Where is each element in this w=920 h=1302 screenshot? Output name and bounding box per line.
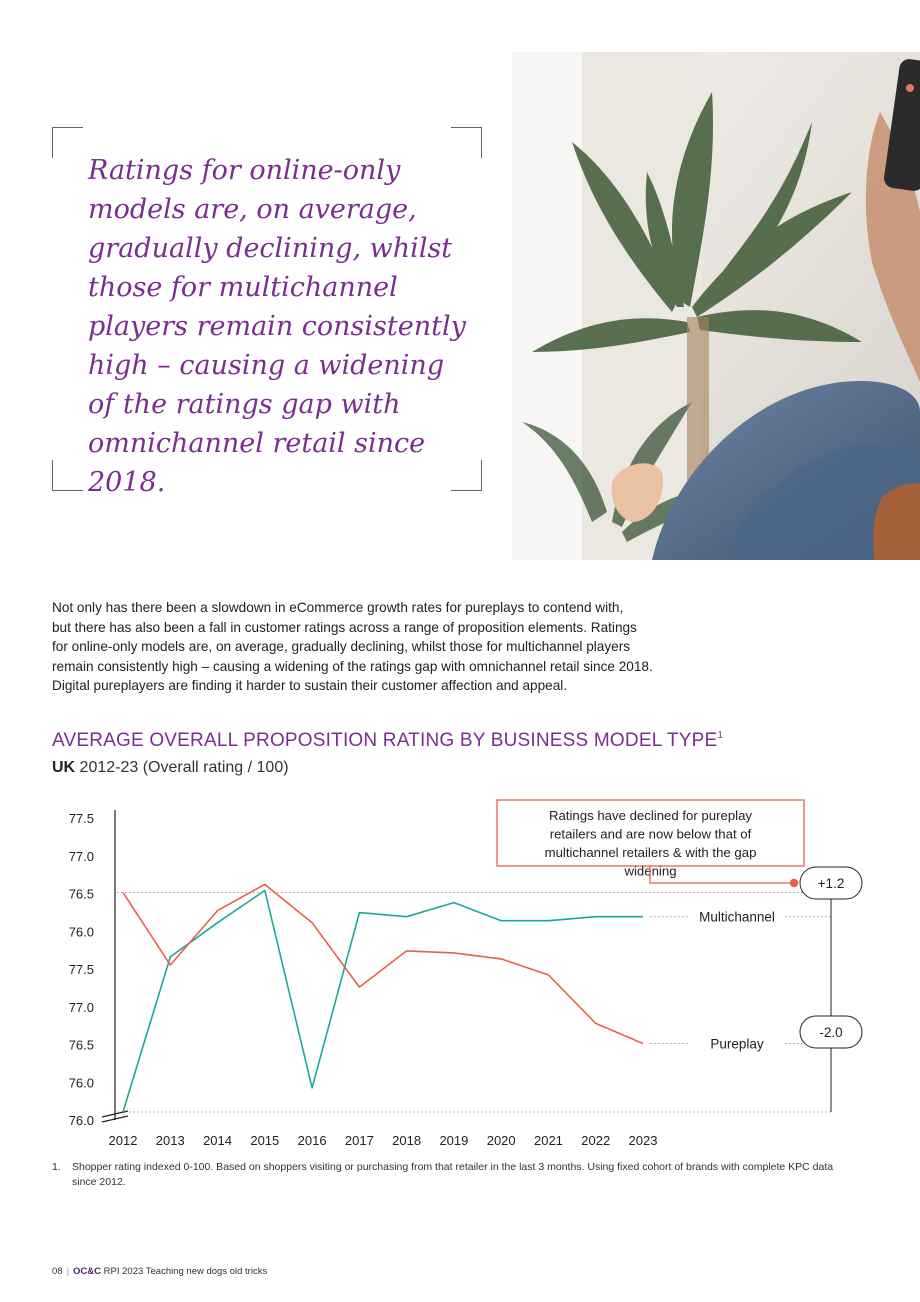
hero-photo	[512, 52, 920, 560]
quote-line: of the ratings gap with	[88, 389, 401, 420]
footnote-text: Shopper rating indexed 0-100. Based on shoppers visiting or purchasing from that retailer in the last 3 months. Using fixed cohort of brands with complete KPC data since 2012.	[72, 1161, 834, 1188]
body-line: but there has also been a fall in customer ratings across a range of proposition elements. Ratings	[52, 619, 637, 635]
chart-subtitle	[52, 759, 289, 777]
page-number: 08	[52, 1266, 63, 1277]
quote-line: models are, on average,	[88, 194, 417, 225]
y-tick-label: 76.5	[68, 1037, 94, 1053]
y-tick-label: 76.0	[68, 924, 94, 940]
body-line: for online-only models are, on average, gradually declining, whilst those for multichannel players	[52, 639, 631, 654]
footer-separator: |	[66, 1266, 70, 1277]
body-line: Not only has there been a slowdown in eCommerce growth rates for pureplays to contend with,	[52, 600, 624, 615]
series-lines	[123, 884, 775, 1112]
quote-bracket-top-left	[52, 127, 83, 158]
callout-text-line: Ratings have declined for pureplay	[548, 808, 753, 823]
quote-line: Ratings for online-only	[88, 155, 401, 186]
x-tick-label: 2014	[203, 1133, 233, 1148]
gap-value-label: +1.2	[817, 876, 845, 891]
x-tick-label: 2013	[155, 1133, 185, 1148]
chart-annotations	[497, 800, 862, 1112]
quote-line: those for multichannel	[88, 272, 398, 303]
chart-title-footnote-mark: 1	[717, 730, 724, 741]
x-tick-label: 2017	[344, 1133, 374, 1148]
footer-brand: OC&C	[73, 1266, 102, 1277]
y-tick-label: 77.0	[68, 848, 94, 864]
y-tick-label: 77.5	[68, 962, 94, 977]
quote-line: players remain consistently	[88, 311, 466, 342]
footnote-number: 1.	[52, 1161, 61, 1173]
series-label-multichannel: Multichannel	[699, 909, 775, 925]
quote-line: high – causing a widening	[88, 350, 445, 381]
x-tick-label: 2023	[628, 1133, 658, 1148]
x-tick-label: 2016	[297, 1133, 327, 1148]
series-line-multichannel	[123, 891, 643, 1112]
callout-text-line: retailers and are now below that of	[549, 826, 752, 842]
callout-text-line: widening	[624, 863, 677, 879]
gap-value-label: -2.0	[819, 1025, 843, 1040]
callout-text-line: multichannel retailers & with the gap	[544, 845, 757, 860]
x-tick-label: 2020	[486, 1133, 516, 1148]
chart-subtitle-text: 2012-23 (Overall rating / 100)	[75, 759, 289, 776]
y-tick-label: 77.0	[68, 999, 94, 1015]
x-tick-label: 2015	[250, 1133, 280, 1148]
x-tick-label: 2019	[439, 1133, 469, 1148]
body-line: Digital pureplayers are finding it harder to sustain their customer affection and appeal.	[52, 678, 568, 693]
pull-quote	[52, 127, 482, 498]
y-tick-label: 76.0	[68, 1113, 94, 1128]
photo-illustration	[512, 52, 920, 560]
x-tick-label: 2018	[392, 1133, 422, 1148]
callout-connector-dot	[790, 879, 798, 887]
quote-bracket-bottom-left	[52, 460, 83, 491]
quote-text	[88, 151, 468, 502]
footer-text: RPI 2023 Teaching new dogs old tricks	[103, 1266, 268, 1277]
series-line-pureplay	[123, 884, 643, 1043]
y-tick-label: 76.0	[68, 1075, 94, 1091]
line-chart	[40, 790, 880, 1155]
quote-line: gradually declining, whilst	[88, 233, 453, 264]
footnote	[52, 1160, 852, 1190]
x-tick-label: 2021	[533, 1133, 563, 1148]
reference-lines	[117, 892, 830, 1111]
quote-line: omnichannel retail since 2018.	[88, 428, 426, 498]
page-footer	[52, 1266, 267, 1277]
chart-axes	[102, 810, 128, 1122]
body-line: remain consistently high – causing a widening of the ratings gap with omnichannel retail since 2018.	[52, 658, 653, 674]
y-tick-label: 77.5	[68, 811, 94, 826]
x-tick-label: 2012	[108, 1133, 138, 1148]
body-paragraph	[52, 598, 712, 696]
y-tick-label: 76.5	[68, 886, 94, 902]
chart-title-text: AVERAGE OVERALL PROPOSITION RATING BY BUSINESS MODEL TYPE	[52, 730, 718, 751]
series-label-pureplay: Pureplay	[710, 1036, 764, 1052]
chart-title	[52, 730, 723, 752]
x-tick-label: 2022	[581, 1133, 611, 1148]
chart-subtitle-region: UK	[52, 759, 76, 776]
